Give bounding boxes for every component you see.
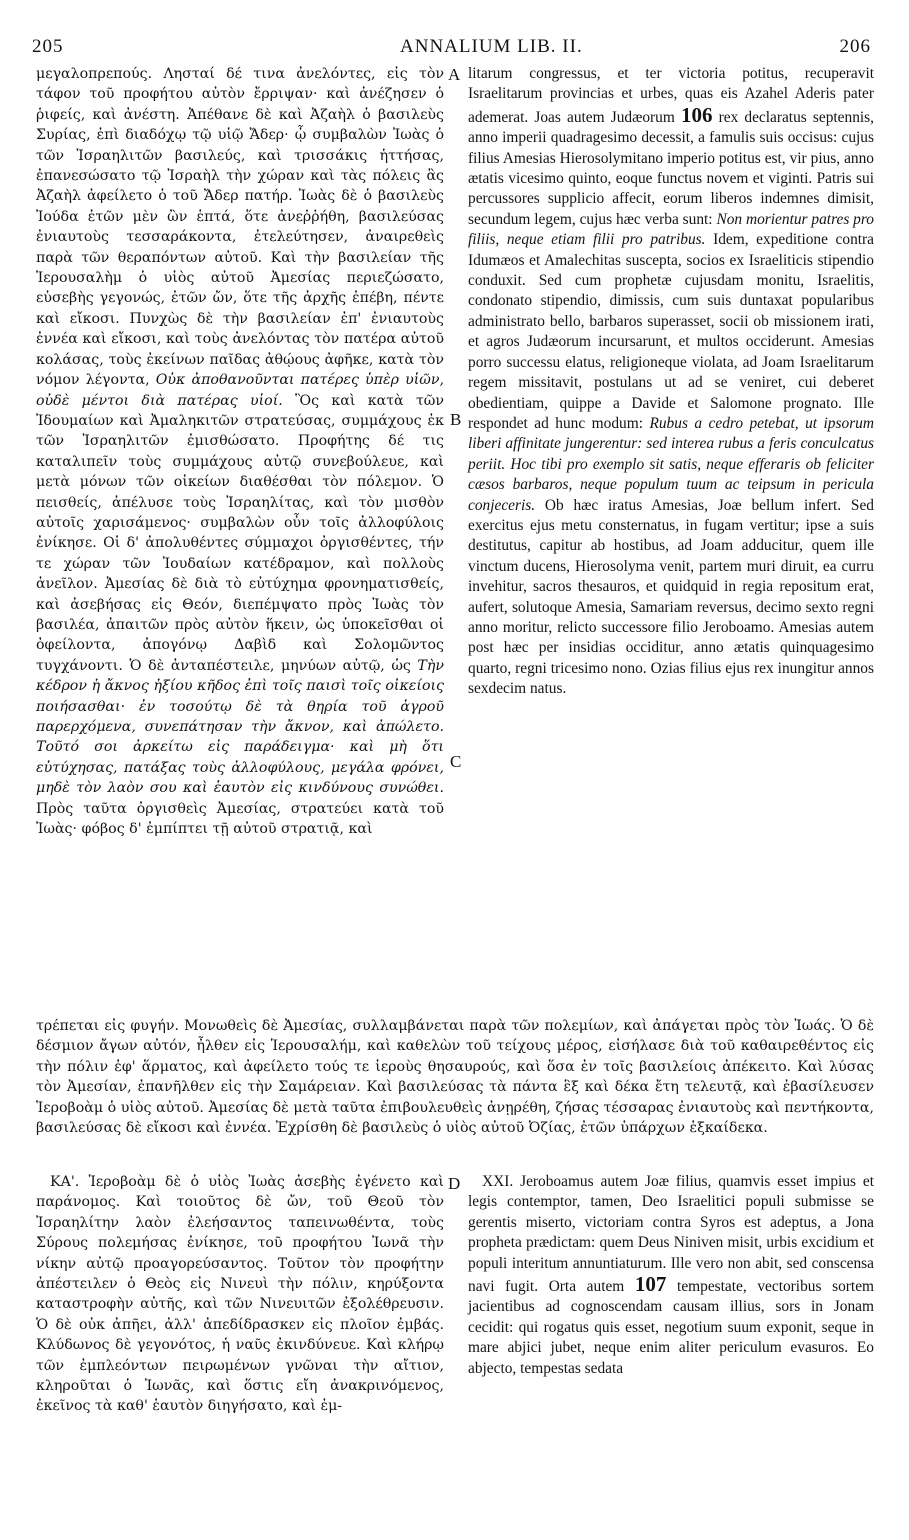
latin-paragraph xyxy=(468,64,874,700)
greek-text: Πρὸς ταῦτα ὀργισθεὶς Ἀμεσίας, στρατεύει κατὰ τοῦ Ἰωὰς· φόβος δ' ἐμπίπτει τῇ αὐτοῦ στρατιᾷ, καὶ xyxy=(36,800,444,838)
page-marker-107: 107 xyxy=(634,1272,667,1297)
greek-paragraph: τρέπεται εἰς φυγήν. Μονωθεὶς δὲ Ἀμεσίας, συλλαμβάνεται παρὰ τῶν πολεμίων, καὶ ἀπάγεται πρὸς τὸν Ἰωάς. Ὁ δὲ δέσμιον ἄγων αὐτόν, ἦλθεν εἰς Ἱερουσαλήμ, καὶ καθελὼν τοῦ τείχους μέρος, εἰσήλασε διὰ τοῦ καθαιρεθέντος εἰς τὴν πόλιν ἐφ' ἅρματος, καὶ ἀφείλετο τούς τε ἱεροὺς θησαυρούς, καὶ ὅσα ἐν τοῖς βασιλείοις ἀπέκειτο. Καὶ λύσας τὸν Ἀμεσίαν, ἐπανῆλθεν εἰς τὴν Σαμάρειαν. Καὶ βασιλεύσας τὰ πάντα ἓξ καὶ δέκα ἔτη τελευτᾷ, καὶ ἐβασίλευσεν Ἱεροβοὰμ ὁ υἱὸς αὐτοῦ. Ἀμεσίας δὲ μετὰ ταῦτα ἐπιβουλευθεὶς ἀνῃρέθη, ζήσας τέσσαρας ἐνιαυτοὺς καὶ πεντήκοντα, βασιλεύσας δὲ εἴκοσι καὶ ἐννέα. Ἐχρίσθη δὲ βασιλεὺς ὁ υἱὸς αὐτοῦ Ὀζίας, ἐτῶν ὑπάρχων ἑξκαίδεκα. xyxy=(36,1018,874,1137)
page-marker-106: 106 xyxy=(680,102,713,127)
running-title: ANNALIUM LIB. II. xyxy=(400,36,583,57)
greek-quote: Τὴν κέδρον ἡ ἄκνος ἠξίου κῆδος ἐπὶ τοῖς παισὶ τοῖς οἰκείοις ποιήσασθαι· ἐν τοσούτῳ δὲ τὰ θηρία τοῦ ἀγροῦ παρερχόμενα, συνεπάτησαν τὴν ἄκνον, καὶ ἀπώλετο. Τοῦτό σοι ἀρκείτω εἰς παράδειγμα· καὶ μὴ ὅτι εὐτύχησας, πατάξας τοὺς ἀλλοφύλους, μεγάλα φρόνει, μηδὲ τὸν λαὸν σου καὶ ἑαυτὸν εἰς κινδύνους συνώθει. xyxy=(36,657,444,797)
greek-column-top xyxy=(36,64,444,839)
running-head xyxy=(32,36,871,56)
greek-section-ka: ΚΑ'. Ἱεροβοὰμ δὲ ὁ υἱὸς Ἰωὰς ἀσεβὴς ἐγένετο καὶ παράνομος. Καὶ τοιοῦτος δὲ ὤν, τοῦ Θεοῦ τὸν Ἰσραηλίτην λαὸν ἐλεήσαντος ταπεινωθέντα, τοὺς Σύρους πολεμήσας ἐνίκησε, τοῦ προφήτου Ἰωνᾶ τὴν νίκην αὐτῷ προαγορεύσαντος. Τοῦτον τὸν προφήτην ἀπέστειλεν ὁ Θεὸς εἰς Νινευὶ τὴν πόλιν, κηρύξοντα καταστροφὴν αὐτῆς, καὶ τῶν Νινευιτῶν ἐξολέθρευσιν. Ὁ δὲ οὐκ ἀπῆει, ἀλλ' ἀπεδίδρασκεν εἰς πλοῖον ἐμβάς. Κλύδωνος δὲ γεγονότος, ἡ ναῦς ἐκινδύνευε. Καὶ κλήρῳ τῶν ἐμπλεόντων πειρωμένων γνῶναι τὴν αἴτιον, κληροῦται ὁ Ἰωνᾶς, καὶ ὅστις εἴη ἀνακρινόμενος, ἐκεῖνος τὰ καθ' ἑαυτὸν διηγήσατο, καὶ ἐμ- xyxy=(36,1174,444,1415)
page-number-right: 206 xyxy=(839,36,871,57)
latin-text: tempestate, vectoribus sortem jacientibus ad cognoscendam causam illius, sors in Jonam cecidit: qui rogatus quis esset, negotium suum exponit, seque in mare abjici jubet, neque enim aliter periculum evasuros. Eo abjecto, tempestas sedata xyxy=(468,1278,874,1377)
greek-column-bottom xyxy=(36,1172,444,1417)
latin-quote: Rubus a cedro petebat, ut ipsorum liberi affinitate jungerentur: sed interea rubus a feris conculcatus periit. Hoc tibi pro exemplo sit satis, neque efferaris ob feliciter cæsos barbaros, neque populum tuum ac teipsum in pericula conjeceris. xyxy=(468,414,874,514)
margin-letter-c: C xyxy=(450,752,462,771)
greek-text: μεγαλοπρεπούς. Λησταί δέ τινα ἀνελόντες, εἰς τὸν τάφον τοῦ προφήτου αὐτὸν ἔρριψαν· καὶ ἀνέζησεν ὁ ῥιφείς, καὶ ἀνέστη. Ἀπέθανε δὲ καὶ Ἀζαὴλ ὁ βασιλεὺς Συρίας, ἐπὶ διαδόχῳ τῷ υἱῷ Ἄδερ· ᾧ συμβαλὼν Ἰωὰς ὁ τῶν Ἰσραηλιτῶν βασιλεύς, καὶ τρισσάκις ἡττήσας, ἐπανεσώσατο τῷ Ἰσραὴλ τὴν χώραν καὶ τὰς πόλεις ἃς Ἀζαὴλ ἀφείλετο ὁ τοῦ Ἄδερ πατήρ. Ἰωὰς δὲ ὁ βασιλεὺς Ἰούδα ἐτῶν μὲν ὢν ἑπτά, ὅτε ἀνεῤῥήθη, βασιλεύσας ἐνιαυτοὺς τεσσαράκοντα, ἐτελεύτησεν, ἀναιρεθεὶς παρὰ τῶν θεραπόντων αὐτοῦ. Καὶ τὴν βασιλείαν τῆς Ἱερουσαλὴμ ὁ υἱὸς αὐτοῦ Ἀμεσίας περιεζώσατο, εὐσεβὴς γεγονώς, ἐτῶν ὤν, ὅτε τῆς ἀρχῆς ἐπέβη, πέντε καὶ εἴκοσι. Πυνχὼς δὲ τὴν βασιλείαν ἐπ' ἐνιαυτοὺς ἐννέα καὶ εἴκοσι, καὶ τοὺς ἀνελόντας τὸν πατέρα αὐτοῦ κολάσας, τοὺς ἐκείνων παῖδας ἀθῴους ἀφῆκε, κατὰ τὸν νόμον λέγοντα, xyxy=(36,66,444,389)
margin-letter-b: B xyxy=(450,410,462,429)
latin-quote: Non morientur patres pro filiis, neque etiam filii pro patribus. xyxy=(468,210,874,249)
margin-letter-a: A xyxy=(448,65,461,84)
latin-column-top xyxy=(468,64,874,700)
greek-quote: Οὐκ ἀποθανοῦνται πατέρες ὑπὲρ υἱῶν, οὐδὲ μέντοι διὰ πατέρας υἱοί. xyxy=(36,372,445,409)
page-number-left: 205 xyxy=(32,36,64,57)
latin-text: Ob hæc iratus Amesias, Joæ bellum infert. Sed exercitus ejus metu consternatus, in fugam vertitur; ipse a suis destitutus, capitur ab hostibus, ad Joam adducitur, quem ille vinctum ducens, Hierosolyma venit, partem muri diruit, ea curru invehitur, sacros thesauros, et quidquid in regia repositum erat, aufert, solutoque Amesia, Samariam reversus, decimo sexto regni anno moritur, relicto successore filio Jeroboamo. Amesias autem post hæc per insidias occiditur, anno ætatis quinquagesimo quarto, regni tricesimo nono. Ozias filius ejus rex inungitur annos sexdecim natus. xyxy=(468,496,874,698)
greek-full-width xyxy=(36,1016,874,1138)
latin-text: Idem, expeditione contra Idumæos et Amalechitas suscepta, socios ex Israeliticis stipendio conduxit. Sed cum prophetæ cujusdam monitu, Israelitis, condonato stipendio, dimissis, cum suis duntaxat popularibus administrato bello, barbaros superasset, socii ob missionem irati, et agros Judæorum incursarunt, et multos occiderunt. Amesias porro successu elatus, religioneque violata, ad Joam Israelitarum regem missitavit, postulans ut ad se veniret, cui deberet obedientiam, quippe a Davide et Salomone prognato. Ille respondet ad hunc modum: xyxy=(468,231,875,432)
greek-paragraph xyxy=(36,64,444,839)
latin-section-xxi xyxy=(468,1172,874,1379)
greek-text: Ὃς καὶ κατὰ τῶν Ἰδουμαίων καὶ Ἀμαληκιτῶν στρατεύσας, συμμάχους ἐκ τῶν Ἰσραηλιτῶν ἐμισθώσατο. Προφήτης δέ τις καταλιπεῖν τοὺς συμμάχους αὐτῷ συνεβούλευε, καὶ μετὰ μόνων τῶν οἰκείων διαθέσθαι τὸν πόλεμον. Ὁ πεισθείς, ἀπέλυσε τοὺς Ἰσραηλίτας, καὶ τὸν μισθὸν αὐτοῖς χαρισάμενος· συμβαλὼν οὖν τοῖς ἀλλοφύλοις ἐνίκησε. Οἱ δ' ἀπολυθέντες σύμμαχοι ὀργισθέντες, τήν τε χώραν τῶν Ἰουδαίων κατέδραμον, καὶ πολλοὺς ἀνεῖλον. Ἀμεσίας δὲ διὰ τὸ εὐτύχημα φρονηματισθείς, καὶ ἀσεβήσας εἰς Θεόν, διεπέμψατο πρὸς Ἰωὰς τὸν βασιλέα, ἀπαιτῶν πρὸς αὐτὸν ἥκειν, ὡς ὑποκεῖσθαι οἱ ὀφείλοντα, ἀπογόνῳ Δαβὶδ καὶ Σολομῶντος τυγχάνοντι. Ὁ δὲ ἀνταπέστειλε, μηνύων αὐτῷ, ὡς xyxy=(36,392,444,674)
margin-letter-d: D xyxy=(448,1174,461,1193)
latin-text: litarum congressus, et ter victoria potitus, recuperavit Israelitarum provincias et urbes, quas eis Azahel Aderis pater ademerat. Joas autem Judæorum xyxy=(468,65,874,126)
latin-text: XXI. Jeroboamus autem Joæ filius, quamvis esset impius et legis contemptor, tamen, Deo Israelitici populi submisse se gerentis miserto, victoriam contra Syros est adeptus, a Jona propheta prædictam: quem Deus Niniven misit, urbis excidium et populi interitum annuntiaturum. Ille vero non abit, sed conscensa navi fugit. Orta autem xyxy=(468,1173,874,1296)
latin-column-bottom xyxy=(468,1172,874,1379)
latin-text: rex declaratus septennis, anno imperii quadragesimo decessit, a famulis suis occisus: cujus filius Amesias Hierosolymitano imperio potitus est, vir pius, anno ætatis vicesimo quinto, eoque functus novem et viginti. Patris sui percussores supplicio affecit, eorum liberos indemnes dimisit, secundum legem, cujus hæc verba sunt: xyxy=(468,108,875,228)
